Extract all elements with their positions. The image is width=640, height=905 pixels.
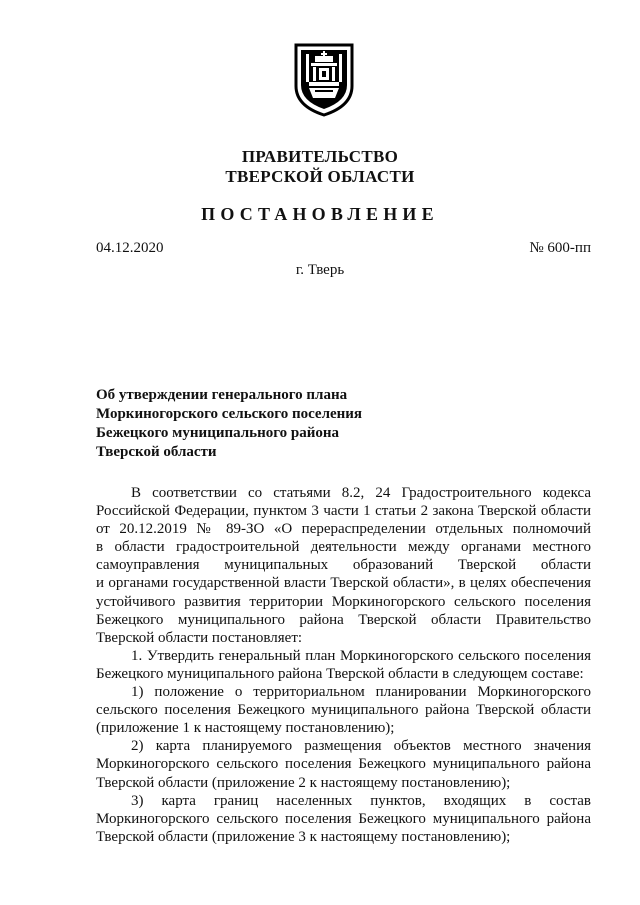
body-line: Моркиногорского сельского поселения Бежецкого муниципального района xyxy=(96,756,591,773)
body-line: в области градостроительной деятельности между органами местного xyxy=(96,539,591,556)
document-type-title: ПОСТАНОВЛЕНИЕ xyxy=(201,204,439,224)
body-line: сельского поселения Бежецкого муниципального района Тверской области xyxy=(96,702,591,719)
document-body xyxy=(96,484,591,846)
body-line: и органами государственной власти Тверской области», в целях обеспечения xyxy=(96,575,591,592)
body-line: Бежецкого муниципального района Тверской области в следующем составе: xyxy=(96,665,584,682)
body-line: устойчивого развития территории Моркиногорского сельского поселения xyxy=(96,593,591,610)
body-line: (приложение 1 к настоящему постановлению); xyxy=(96,720,395,737)
document-city: г. Тверь xyxy=(295,262,345,278)
document-subject xyxy=(96,386,362,462)
subject-line: Тверской области xyxy=(96,444,217,460)
subject-line: Об утверждении генерального плана xyxy=(96,387,348,403)
body-line: Бежецкого муниципального района Тверской области Правительство xyxy=(96,611,591,628)
government-name-line1: ПРАВИТЕЛЬСТВО xyxy=(241,147,399,166)
body-line: от 20.12.2019 № 89-ЗО «О перераспределении отдельных полномочий xyxy=(96,521,591,538)
body-line: Тверской области (приложение 2 к настоящему постановлению); xyxy=(96,774,511,791)
body-line: Тверской области (приложение 3 к настоящему постановлению); xyxy=(96,828,511,845)
body-line: Российской Федерации, пунктом 3 части 1 статьи 2 закона Тверской области xyxy=(96,503,591,520)
document-number: № 600-пп xyxy=(529,240,591,256)
tver-coat-of-arms-icon xyxy=(293,42,355,118)
body-line: В соответствии со статьями 8.2, 24 Градостроительного кодекса xyxy=(131,485,591,501)
body-line: Моркиногорского сельского поселения Бежецкого муниципального района xyxy=(96,810,591,827)
body-line: Тверской области постановляет: xyxy=(96,629,303,646)
body-line: 1. Утвердить генеральный план Моркиногорского сельского поселения xyxy=(131,647,591,664)
document-date: 04.12.2020 xyxy=(96,240,164,256)
subject-line: Моркиногорского сельского поселения xyxy=(96,406,363,422)
body-line: самоуправления муниципальных образований Тверской области xyxy=(96,557,591,574)
body-line: 2) карта планируемого размещения объектов местного значения xyxy=(131,738,591,755)
body-line: 1) положение о территориальном планировании Моркиногорского xyxy=(131,684,591,701)
subject-line: Бежецкого муниципального района xyxy=(96,425,340,441)
body-line: 3) карта границ населенных пунктов, входящих в состав xyxy=(131,792,591,809)
government-name-line2: ТВЕРСКОЙ ОБЛАСТИ xyxy=(225,167,415,186)
